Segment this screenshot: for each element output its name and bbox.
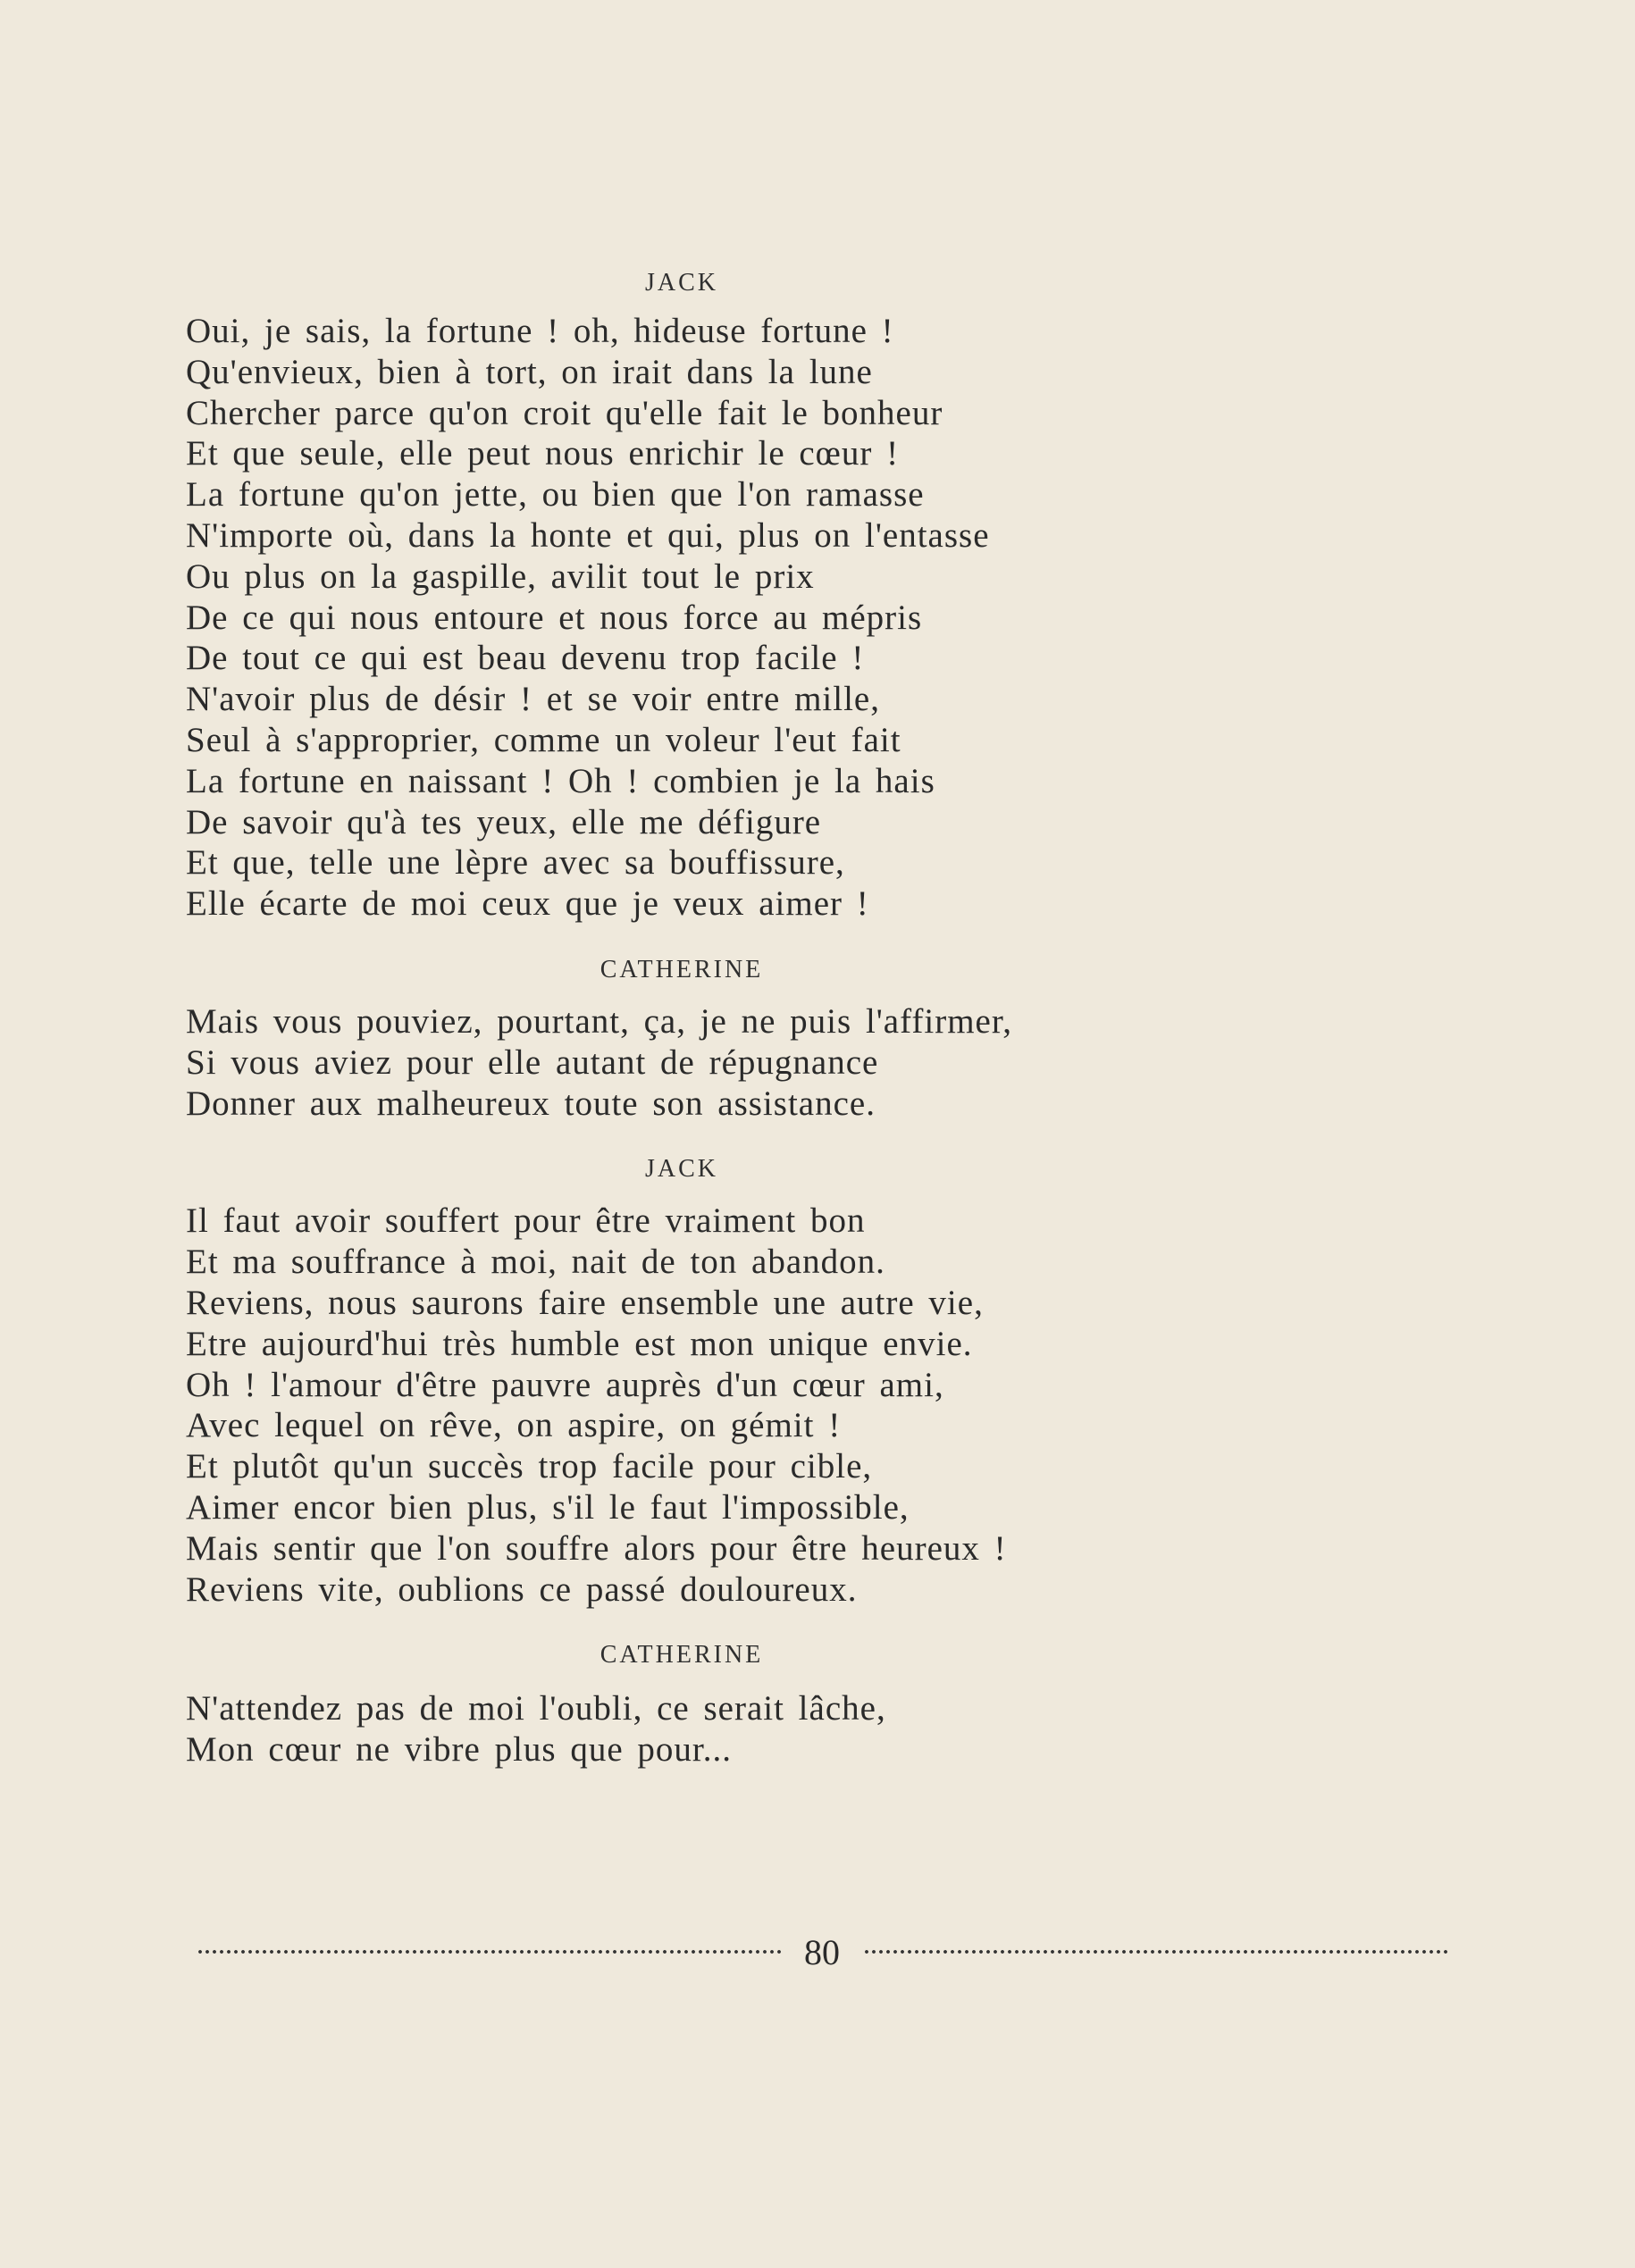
verse-line: Oui, je sais, la fortune ! oh, hideuse fortune !: [186, 312, 894, 350]
verse-line: Et que seule, elle peut nous enrichir le cœur !: [186, 434, 900, 473]
verse-line: Reviens, nous saurons faire ensemble une autre vie,: [186, 1283, 984, 1322]
verse-line: De ce qui nous entoure et nous force au mépris: [186, 598, 923, 637]
dotted-leader-right: [863, 1949, 1447, 1954]
verse-line: Et ma souffrance à moi, nait de ton abandon.: [186, 1243, 885, 1282]
page-footer: [197, 1929, 1447, 1974]
verse-line: N'avoir plus de désir ! et se voir entre mille,: [186, 680, 880, 719]
verse-line: Et plutôt qu'un succès trop facile pour cible,: [186, 1447, 873, 1486]
verse-line: Reviens vite, oublions ce passé douloureux.: [186, 1569, 858, 1609]
verse-line: Oh ! l'amour d'être pauvre auprès d'un cœur ami,: [186, 1365, 944, 1404]
verse-line: Donner aux malheureux toute son assistance.: [186, 1084, 876, 1123]
speaker-name: JACK: [644, 269, 718, 297]
speaker-name: CATHERINE: [600, 955, 764, 983]
verse-line: Etre aujourd'hui très humble est mon unique envie.: [186, 1324, 973, 1363]
verse-line: Et que, telle une lèpre avec sa bouffissure,: [186, 843, 845, 883]
verse-line: Ou plus on la gaspille, avilit tout le prix: [186, 557, 815, 596]
page-number: 80: [804, 1931, 840, 1972]
verse-line: Mais sentir que l'on souffre alors pour être heureux !: [186, 1528, 1007, 1568]
verse-line: De savoir qu'à tes yeux, elle me défigure: [186, 802, 822, 841]
verse-line: Chercher parce qu'on croit qu'elle fait le bonheur: [186, 393, 943, 432]
verse-line: Mon cœur ne vibre plus que pour...: [186, 1730, 732, 1770]
verse-line: Seul à s'approprier, comme un voleur l'eut fait: [186, 720, 901, 759]
verse-line: N'importe où, dans la honte et qui, plus on l'entasse: [186, 515, 990, 555]
verse-line: Elle écarte de moi ceux que je veux aimer !: [186, 884, 869, 924]
speech-block: [186, 1688, 1303, 1770]
speech-block: [186, 1201, 1303, 1610]
verse-line: La fortune qu'on jette, ou bien que l'on ramasse: [186, 475, 925, 515]
speech-block: [186, 311, 1303, 925]
verse-line: Il faut avoir souffert pour être vraiment bon: [186, 1201, 866, 1241]
verse-line: La fortune en naissant ! Oh ! combien je la hais: [186, 761, 935, 800]
speaker-name: JACK: [644, 1155, 718, 1184]
verse-line: Aimer encor bien plus, s'il le faut l'impossible,: [186, 1487, 910, 1527]
play-text: [186, 263, 1303, 1795]
dotted-leader-left: [197, 1949, 781, 1954]
speech-block: [186, 1001, 1303, 1124]
verse-line: N'attendez pas de moi l'oubli, ce serait lâche,: [186, 1689, 886, 1728]
verse-line: Qu'envieux, bien à tort, on irait dans la lune: [186, 352, 873, 391]
verse-line: Mais vous pouviez, pourtant, ça, je ne puis l'affirmer,: [186, 1001, 1013, 1041]
verse-line: Si vous aviez pour elle autant de répugnance: [186, 1042, 879, 1082]
speaker-name: CATHERINE: [600, 1641, 764, 1670]
verse-line: De tout ce qui est beau devenu trop facile !: [186, 639, 865, 678]
verse-line: Avec lequel on rêve, on aspire, on gémit !: [186, 1406, 842, 1445]
